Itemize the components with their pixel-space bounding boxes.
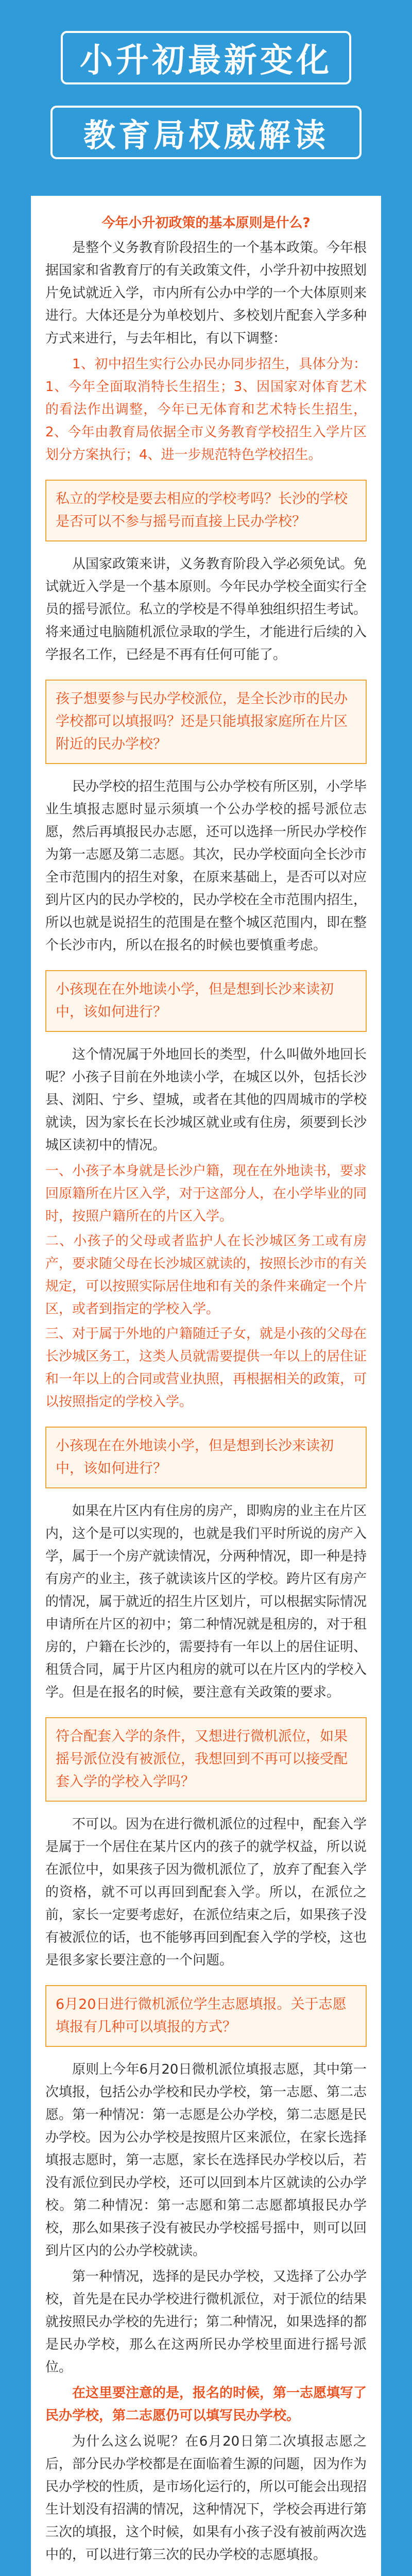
answer-paragraph: 如果在片区内有住房的房产，即购房的业主在片区内，这个是可以实现的，也就是我们平时所说的房产入学，属于一个房产就读情况，分两种情况，即一种是持有房产的业主，孩子就读该片区的学校。跨片区有房产的情况，属于就近的招生片区划片，可以根据实际情况申请所在片区的初中；第二种情况就是租房的，对于租房的，户籍在长沙的，需要持有一年以上的居住证明、租赁合同，属于片区内租房的就可以在片区内的学校入学。但是在报名的时候，要注意有关政策的要求。 xyxy=(45,1503,367,1700)
answer-paragraph: 为什么这么说呢？在6月20日第二次填报志愿之后，部分民办学校都是在面临着生源的问题，因为作为民办学校的性质，是市场化运行的，所以可能会出现招生计划没有招满的情况，这种情况下，学校会再进行第三次的填报，这个时候，如果有小孩子没有被前两次选中的，可以进行第三次的民办学校的志愿填报。 xyxy=(45,2434,367,2563)
question-box: 孩子想要参与民办学校派位，是全长沙市的民办学校都可以填报吗？还是只能填报家庭所在片区附近的民办学校？ xyxy=(45,680,367,764)
question-box: 符合配套入学的条件，又想进行微机派位，如果摇号派位没有被派位，我想回到不再可以接受配套入学的学校入学吗？ xyxy=(45,1717,367,1802)
hero-banner xyxy=(0,0,412,196)
question-box: 小孩现在在外地读小学，但是想到长沙来读初中，该如何进行？ xyxy=(45,1427,367,1488)
answer-paragraph: 不可以。因为在进行微机派位的过程中，配套入学是属于一个居住在某片区内的孩子的就学权益，所以说在派位中，如果孩子因为微机派位了，放弃了配套入学的资格，就不可以再回到配套入学。所以，在派位之前，家长一定要考虑好，在派位结束之后，如果孩子没有被派位的话，也不能够再回到配套入学的学校，这也是很多家长要注意的一个问题。 xyxy=(45,1817,367,1968)
answer-paragraph: 在这里要注意的是，报名的时候，第一志愿填写了民办学校，第二志愿仍可以填写民办学校。 xyxy=(45,2385,367,2424)
answer-paragraph: 第一种情况，选择的是民办学校，又选择了公办学校，首先是在民办学校进行微机派位，对于派位的结果就按照民办学校的先进行；第二种情况，如果选择的都是民办学校，那么在这两所民办学校里面进行摇号派位。 xyxy=(45,2269,367,2375)
answer-paragraph: 一、小孩子本身就是长沙户籍，现在在外地读书，要求回原籍所在片区入学，对于这部分人，在小学毕业的同时，按照户籍所在的片区入学。 xyxy=(45,1163,367,1224)
page-title: 小升初最新变化 xyxy=(80,42,332,80)
question-heading: 今年小升初政策的基本原则是什么? xyxy=(101,215,311,231)
question-box: 6月20日进行微机派位学生志愿填报。关于志愿填报有几种可以填报的方式？ xyxy=(45,1985,367,2047)
answer-paragraph: 是整个义务教育阶段招生的一个基本政策。今年根据国家和省教育厅的有关政策文件，小学升初中按照划片免试就近入学，市内所有公办中学的一个大体原则来进行。大体还是分为单校划片、多校划片配套入学多种方式来进行，与去年相比，有以下调整： xyxy=(45,240,367,346)
answer-paragraph: 民办学校的招生范围与公办学校有所区别，小学毕业生填报志愿时显示须填一个公办学校的摇号派位志愿，然后再填报民办志愿，还可以选择一所民办学校作为第一志愿及第二志愿。其次，民办学校面向全长沙市全市范围内的招生对象，在原来基础上，是否可以对应到片区内的民办学校的，民办学校在全市范围内招生，所以也就是说招生的范围是在整个城区范围内，即在整个长沙市内，所以在报名的时候也要慎重考虑。 xyxy=(45,779,367,953)
answer-paragraph: 1、初中招生实行公办民办同步招生，具体分为：1、今年全面取消特长生招生；3、因国家对体育艺术的看法作出调整，今年已无体育和艺术特长生招生，2、今年由教育局依据全市义务教育学校招生入学片区划分方案执行；4、进一步规范特色学校招生。 xyxy=(45,357,367,463)
title-box xyxy=(61,31,351,84)
answer-paragraph: 二、小孩子的父母或者监护人在长沙城区务工或有房产，要求随父母在长沙城区就读的，按照长沙市的有关规定，可以按照实际居住地和有关的条件来确定一个片区，或者到指定的学校入学。 xyxy=(45,1233,367,1317)
question-box: 私立的学校是要去相应的学校考吗？长沙的学校是否可以不参与摇号而直接上民办学校？ xyxy=(45,480,367,541)
article-card xyxy=(31,196,381,2576)
page-subtitle: 教育局权威解读 xyxy=(83,116,329,154)
subtitle-box xyxy=(50,106,362,159)
answer-paragraph: 这个情况属于外地回长的类型，什么叫做外地回长呢？小孩子目前在外地读小学，在城区以外，包括长沙县、浏阳、宁乡、望城，或者在其他的四周城市的学校就读，因为家长在长沙城区就业或有住房，须要到长沙城区读初中的情况。 xyxy=(45,1047,367,1153)
answer-paragraph: 从国家政策来讲，义务教育阶段入学必须免试。免试就近入学是一个基本原则。今年民办学校全面实行全员的摇号派位。私立的学校是不得单独组织招生考试。将来通过电脑随机派位录取的学生，才能进行后续的入学报名工作，已经是不再有任何可能了。 xyxy=(45,556,367,663)
answer-paragraph: 三、对于属于外地的户籍随迁子女，就是小孩的父母在长沙城区务工，这类人员就需要提供一年以上的居住证和一年以上的合同或营业执照，再根据相关的政策，可以按照指定的学校入学。 xyxy=(45,1326,367,1410)
question-box: 小孩现在在外地读小学，但是想到长沙来读初中，该如何进行？ xyxy=(45,970,367,1032)
answer-paragraph: 原则上今年6月20日微机派位填报志愿，其中第一次填报，包括公办学校和民办学校，第一志愿、第二志愿。第一种情况：第一志愿是公办学校，第二志愿是民办学校。因为公办学校是按照片区来派位，在家长选择填报志愿时，第一志愿，家长在选择民办学校以后，若没有派位到民办学校，还可以回到本片区就读的公办学校。第二种情况：第一志愿和第二志愿都填报民办学校，那么如果孩子没有被民办学校摇号摇中，则可以回到片区内的公办学校就读。 xyxy=(45,2062,367,2259)
